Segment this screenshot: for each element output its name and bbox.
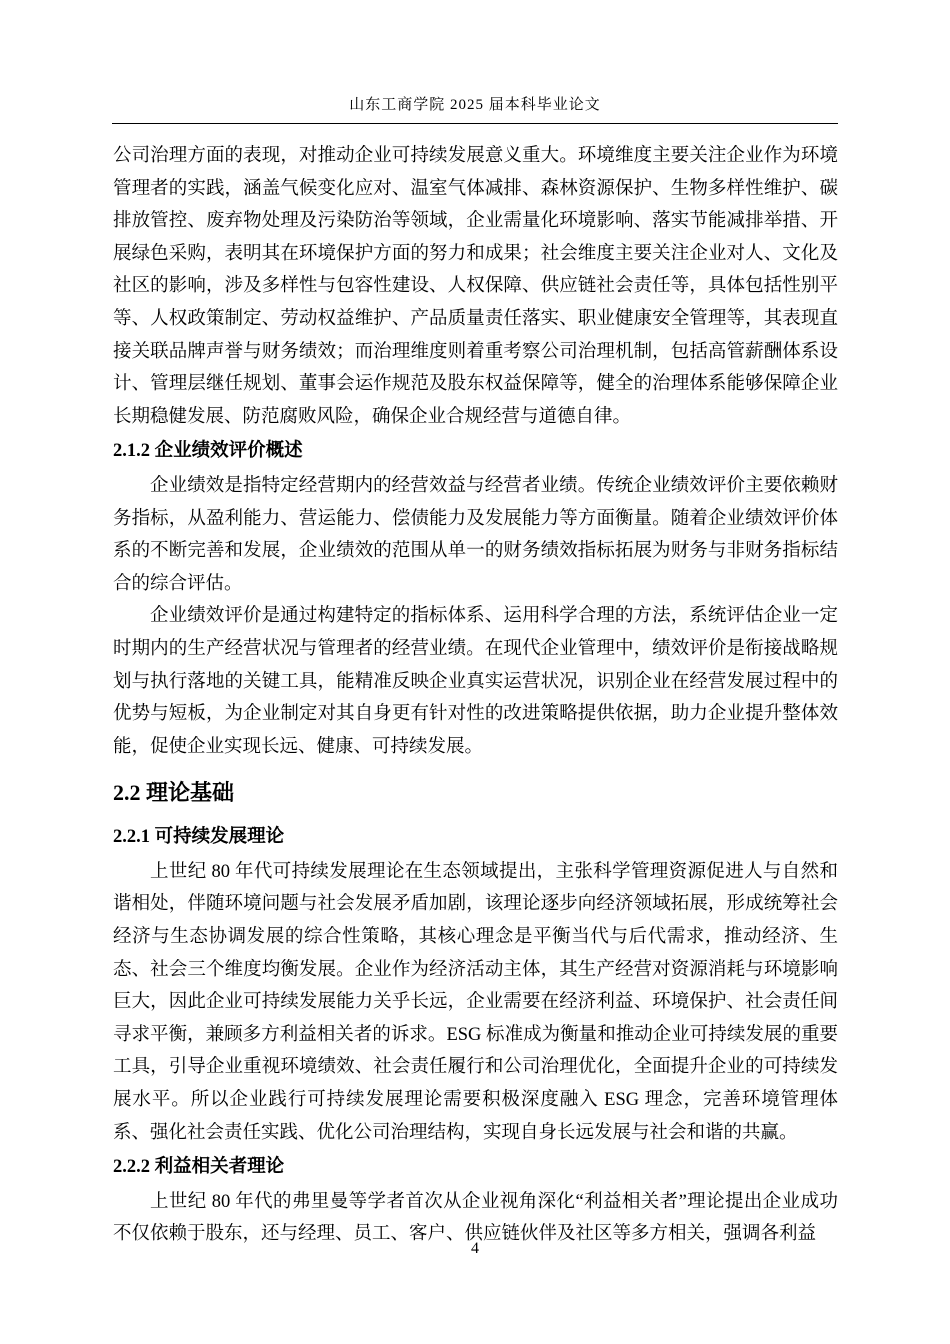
document-body xyxy=(113,140,838,1251)
body-paragraph-sustainable-development: 上世纪 80 年代可持续发展理论在生态领域提出，主张科学管理资源促进人与自然和谐相处，伴随环境问题与社会发展矛盾加剧，该理论逐步向经济领域拓展，形成统筹社会经济与生态协调发展的综合性策略，其核心理念是平衡当代与后代需求，推动经济、生态、社会三个维度均衡发展。企业作为经济活动主体，其生产经营对资源消耗与环境影响巨大，因此企业可持续发展能力关乎长远，企业需要在经济利益、环境保护、社会责任间寻求平衡，兼顾多方利益相关者的诉求。ESG 标准成为衡量和推动企业可持续发展的重要工具，引导企业重视环境绩效、社会责任履行和公司治理优化，全面提升企业的可持续发展水平。所以企业践行可持续发展理论需要积极深度融入 ESG 理念，完善环境管理体系、强化社会责任实践、优化公司治理结构，实现自身长远发展与社会和谐的共赢。 xyxy=(113,861,838,1143)
page-header xyxy=(112,93,838,124)
section-heading-2-2: 2.2 理论基础 xyxy=(113,780,235,806)
section-heading-2-1-2: 2.1.2 企业绩效评价概述 xyxy=(113,441,303,462)
page-number: 4 xyxy=(471,1240,479,1257)
section-heading-2-2-2: 2.2.2 利益相关者理论 xyxy=(113,1157,285,1178)
body-paragraph-governance: 公司治理方面的表现，对推动企业可持续发展意义重大。环境维度主要关注企业作为环境管理者的实践，涵盖气候变化应对、温室气体减排、森林资源保护、生物多样性维护、碳排放管控、废弃物处理及污染防治等领域，企业需量化环境影响、落实节能减排举措、开展绿色采购，表明其在环境保护方面的努力和成果；社会维度主要关注企业对人、文化及社区的影响，涉及多样性与包容性建设、人权保障、供应链社会责任等，具体包括性别平等、人权政策制定、劳动权益维护、产品质量责任落实、职业健康安全管理等，其表现直接关联品牌声誉与财务绩效；而治理维度则着重考察公司治理机制，包括高管薪酬体系设计、管理层继任规划、董事会运作规范及股东权益保障等，健全的治理体系能够保障企业长期稳健发展、防范腐败风险，确保企业合规经营与道德自律。 xyxy=(113,146,838,427)
body-paragraph-performance-overview: 企业绩效是指特定经营期内的经营效益与经营者业绩。传统企业绩效评价主要依赖财务指标，从盈利能力、营运能力、偿债能力及发展能力等方面衡量。随着企业绩效评价体系的不断完善和发展，企业绩效的范围从单一的财务绩效指标拓展为财务与非财务指标结合的综合评估。 xyxy=(113,475,838,594)
header-title: 山东工商学院 2025 届本科毕业论文 xyxy=(349,97,601,113)
body-paragraph-stakeholder: 上世纪 80 年代的弗里曼等学者首次从企业视角深化“利益相关者”理论提出企业成功不仅依赖于股东，还与经理、员工、客户、供应链伙伴及社区等多方相关，强调各利益 xyxy=(113,1191,838,1245)
page-footer xyxy=(0,1240,950,1258)
section-heading-2-2-1: 2.2.1 可持续发展理论 xyxy=(113,827,285,848)
body-paragraph-performance-eval: 企业绩效评价是通过构建特定的指标体系、运用科学合理的方法，系统评估企业一定时期内的生产经营状况与管理者的经营业绩。在现代企业管理中，绩效评价是衔接战略规划与执行落地的关键工具，能精准反映企业真实运营状况，识别企业在经营发展过程中的优势与短板，为企业制定对其自身更有针对性的改进策略提供依据，助力企业提升整体效能，促使企业实现长远、健康、可持续发展。 xyxy=(113,606,838,757)
